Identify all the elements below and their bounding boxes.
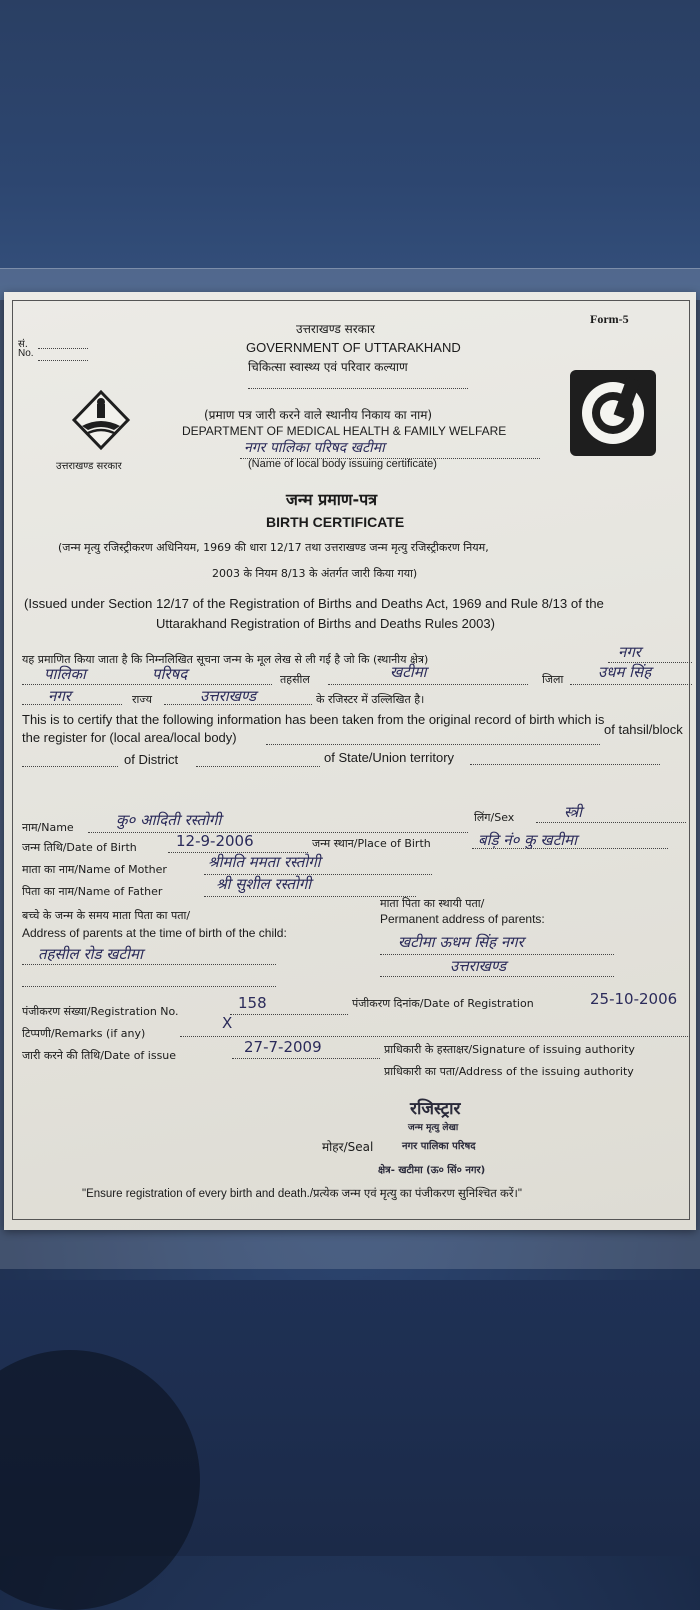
official-seal bbox=[378, 1086, 550, 1186]
addr-birth-hindi: बच्चे के जन्म के समय माता पिता का पता/ bbox=[22, 909, 191, 922]
background-fabric bbox=[0, 0, 700, 300]
govt-hindi: उत्तराखण्ड सरकार bbox=[296, 322, 375, 336]
issue-date-value: 27-7-2009 bbox=[244, 1038, 322, 1056]
father-value: श्री सुशील रस्तोगी bbox=[216, 875, 312, 893]
state-value: उत्तराखण्ड bbox=[200, 687, 257, 705]
district-value: उधम सिंह bbox=[598, 663, 652, 681]
serial-english: No. bbox=[18, 348, 34, 359]
reg-date-label: पंजीकरण दिनांक/Date of Registration bbox=[352, 997, 534, 1010]
addr-perm-value-2: उत्तराखण्ड bbox=[450, 957, 507, 975]
issue-date-label: जारी करने की तिथि/Date of issue bbox=[22, 1049, 177, 1062]
pob-label: जन्म स्थान/Place of Birth bbox=[312, 837, 431, 850]
state-label-hindi: राज्य bbox=[132, 693, 153, 706]
certify-english-line1: This is to certify that the following information has been taken from the original record of birth which is bbox=[22, 712, 605, 727]
dept-hindi: चिकित्सा स्वास्थ्य एवं परिवार कल्याण bbox=[248, 360, 408, 374]
addr-perm-hindi: माता पिता का स्थायी पता/ bbox=[380, 897, 485, 910]
rule-hindi-2: 2003 के नियम 8/13 के अंतर्गत जारी किया गया) bbox=[212, 567, 418, 580]
addr-birth-english: Address of parents at the time of birth of the child: bbox=[22, 926, 287, 940]
district-label-hindi: जिला bbox=[542, 673, 564, 686]
mother-value: श्रीमति ममता रस्तोगी bbox=[208, 853, 321, 871]
seal-text-4: क्षेत्र- खटीमा (ऊ० सिं० नगर) bbox=[378, 1165, 486, 1176]
serial-hindi: सं. bbox=[18, 339, 28, 350]
body-label-hindi: (प्रमाण पत्र जारी करने वाले स्थानीय निकाय का नाम) bbox=[204, 408, 433, 422]
reg-no-value: 158 bbox=[238, 994, 267, 1012]
tehsil-label-hindi: तहसील bbox=[280, 673, 310, 686]
addr-perm-value-1: खटीमा ऊधम सिंह नगर bbox=[398, 933, 524, 951]
body-label-english: (Name of local body issuing certificate) bbox=[248, 458, 437, 470]
title-hindi: जन्म प्रमाण-पत्र bbox=[286, 490, 378, 509]
rule-english-1: (Issued under Section 12/17 of the Registration of Births and Deaths Act, 1969 and Rule 8/13 of the bbox=[24, 596, 604, 611]
seal-text-2: जन्म मृत्यु लेखा bbox=[408, 1123, 459, 1133]
father-label: पिता का नाम/Name of Father bbox=[22, 885, 163, 898]
certify-hindi-tail: के रजिस्टर में उल्लिखित है। bbox=[316, 693, 425, 706]
dob-label: जन्म तिथि/Date of Birth bbox=[22, 841, 137, 854]
reg-no-label: पंजीकरण संख्या/Registration No. bbox=[22, 1005, 179, 1018]
certify-english-line3a: of District bbox=[124, 752, 179, 767]
sex-value: स्त्री bbox=[564, 803, 583, 821]
rule-hindi-1: (जन्म मृत्यु रजिस्ट्रीकरण अधिनियम, 1969 की धारा 12/17 तथा उत्तराखण्ड जन्म मृत्यु रजिस्ट्रीकरण नियम, bbox=[58, 541, 489, 554]
area-2: पालिका bbox=[44, 665, 86, 683]
birth-certificate bbox=[4, 292, 696, 1230]
reg-date-value: 25-10-2006 bbox=[590, 990, 678, 1008]
certify-english-line2a: the register for (local area/local body) bbox=[22, 730, 237, 745]
signature-label: प्राधिकारी के हस्ताक्षर/Signature of issuing authority bbox=[384, 1043, 635, 1056]
area-3: परिषद bbox=[152, 665, 188, 683]
emblem-caption: उत्तराखण्ड सरकार bbox=[56, 461, 122, 472]
dept-english: DEPARTMENT OF MEDICAL HEALTH & FAMILY WELFARE bbox=[182, 424, 507, 438]
remarks-value: X bbox=[222, 1014, 233, 1032]
tehsil-value: खटीमा bbox=[390, 663, 427, 681]
background-blanket bbox=[0, 1280, 700, 1556]
name-label: नाम/Name bbox=[22, 821, 74, 834]
local-body-name: नगर पालिका परिषद खटीमा bbox=[244, 440, 385, 456]
remarks-label: टिप्पणी/Remarks (if any) bbox=[22, 1027, 146, 1040]
certify-hindi-line1: यह प्रमाणित किया जाता है कि निम्नलिखित सूचना जन्म के मूल लेख से ली गई है जो कि (स्थानीय क्षेत्र) bbox=[22, 653, 429, 666]
title-english: BIRTH CERTIFICATE bbox=[266, 514, 405, 530]
district-value-2: नगर bbox=[48, 687, 71, 705]
name-value: कु० आदिती रस्तोगी bbox=[116, 811, 222, 829]
seal-label: मोहर/Seal bbox=[322, 1140, 374, 1154]
rule-english-2: Uttarakhand Registration of Births and Deaths Rules 2003) bbox=[156, 616, 495, 631]
certify-english-line3b: of State/Union territory bbox=[324, 750, 455, 765]
state-emblem-icon bbox=[70, 390, 132, 456]
seal-text-1: रजिस्ट्रार bbox=[410, 1099, 461, 1119]
form-number: Form-5 bbox=[590, 312, 629, 326]
seal-text-3: नगर पालिका परिषद bbox=[402, 1141, 476, 1152]
dob-value: 12-9-2006 bbox=[176, 832, 254, 850]
footer-note: "Ensure registration of every birth and death./प्रत्येक जन्म एवं मृत्यु का पंजीकरण सुनिश्चित करें।" bbox=[82, 1188, 523, 1200]
addr-birth-value: तहसील रोड खटीमा bbox=[38, 945, 143, 963]
area-1: नगर bbox=[618, 643, 641, 661]
authority-address-label: प्राधिकारी का पता/Address of the issuing authority bbox=[384, 1065, 634, 1078]
certify-english-line2b: of tahsil/block bbox=[604, 722, 683, 737]
health-dept-logo-icon bbox=[570, 370, 656, 456]
pob-value: बड़ि नं० कु खटीमा bbox=[478, 831, 577, 849]
govt-english: GOVERNMENT OF UTTARAKHAND bbox=[246, 340, 461, 355]
mother-label: माता का नाम/Name of Mother bbox=[22, 863, 167, 876]
sex-label: लिंग/Sex bbox=[474, 811, 515, 824]
addr-perm-english: Permanent address of parents: bbox=[380, 912, 545, 926]
